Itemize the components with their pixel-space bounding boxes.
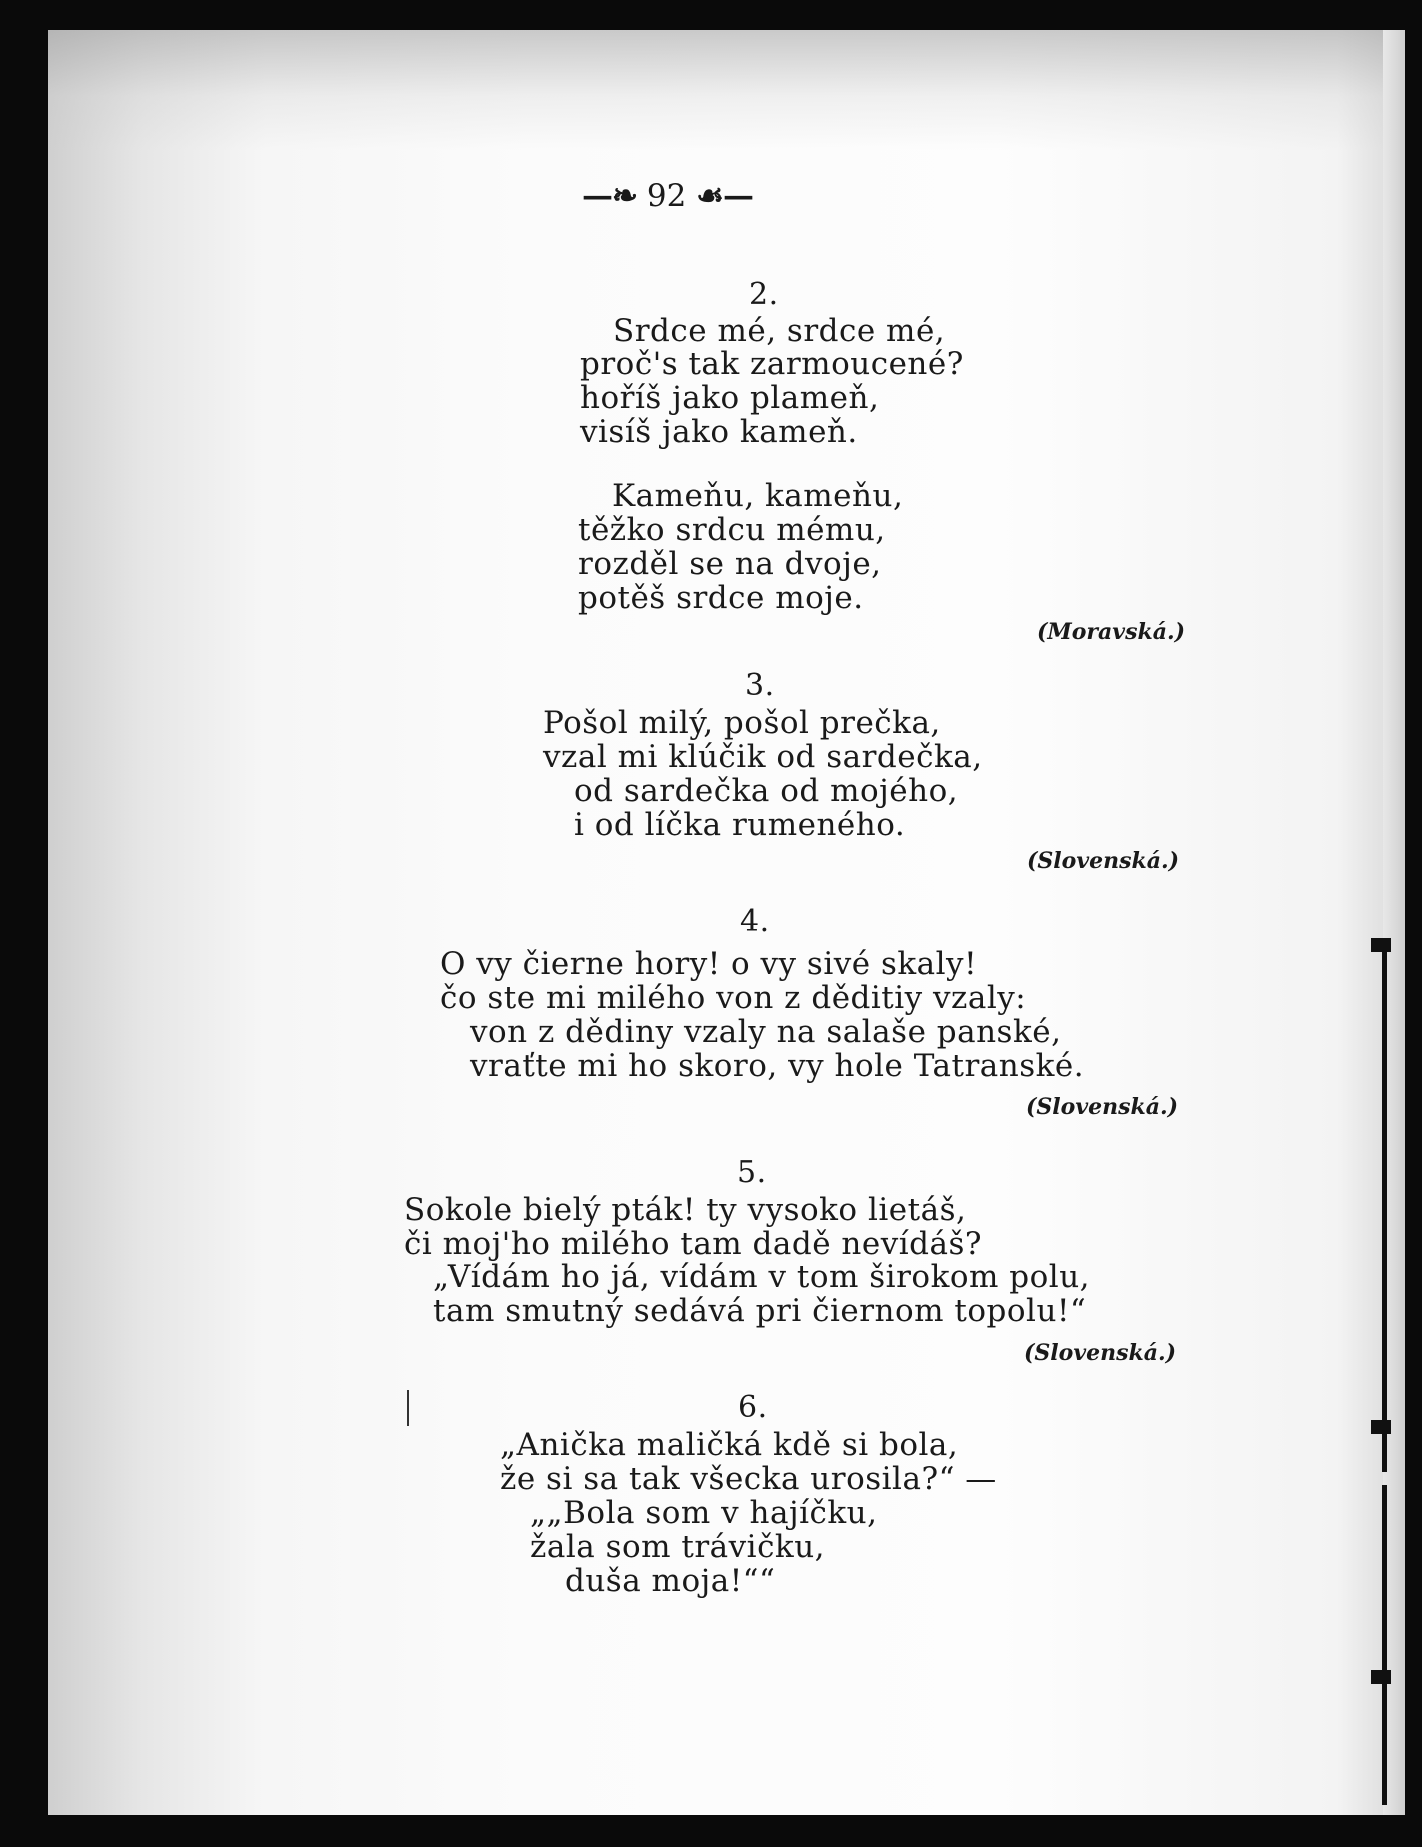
verse-line: vzal mi klúčik od sardečka, — [543, 739, 983, 775]
verse-line: von z dědiny vzaly na salaše panské, — [470, 1014, 1062, 1050]
edge-notch — [1371, 1420, 1391, 1434]
edge-notch — [1371, 1670, 1391, 1684]
song-source: (Moravská.) — [1037, 619, 1186, 645]
verse-line: proč's tak zarmoucené? — [580, 346, 964, 382]
page-header — [582, 178, 753, 214]
edge-bar-lower — [1382, 1485, 1387, 1805]
song-number: 6. — [738, 1390, 768, 1425]
page-number: 92 — [646, 178, 687, 214]
song-number: 5. — [737, 1155, 767, 1190]
verse-line: Sokole bielý pták! ty vysoko lietáš, — [404, 1192, 967, 1228]
song-source: (Slovenská.) — [1024, 1340, 1177, 1366]
margin-rule — [407, 1390, 409, 1426]
verse-line: potěš srdce moje. — [578, 580, 864, 616]
verse-line: O vy čierne hory! o vy sivé skaly! — [440, 946, 978, 982]
song-source: (Slovenská.) — [1027, 848, 1180, 874]
verse-line: hoříš jako plameň, — [580, 380, 880, 416]
verse-line: čo ste mi milého von z děditiy vzaly: — [440, 980, 1027, 1016]
edge-bar-upper — [1382, 942, 1387, 1472]
verse-line: duša moja!““ — [565, 1563, 776, 1599]
verse-line: visíš jako kameň. — [580, 414, 858, 450]
verse-line: Pošol milý, pošol prečka, — [543, 705, 941, 741]
verse-line: od sardečka od mojého, — [574, 773, 959, 809]
song-number: 4. — [740, 904, 770, 939]
verse-line: či moj'ho milého tam dadě nevídáš? — [404, 1226, 983, 1262]
song-source: (Slovenská.) — [1026, 1094, 1179, 1120]
verse-line: žala som trávičku, — [530, 1529, 826, 1565]
verse-line: tam smutný sedává pri čiernom topolu!“ — [433, 1293, 1087, 1329]
song-number: 3. — [745, 668, 775, 703]
right-ornament-icon: ☙— — [696, 178, 753, 214]
page-shadow — [48, 30, 1405, 150]
song-number: 2. — [749, 277, 779, 312]
verse-line: těžko srdcu mému, — [578, 512, 886, 548]
verse-line: i od líčka rumeného. — [574, 807, 906, 843]
verse-line: „„Bola som v hajíčku, — [530, 1495, 878, 1531]
verse-line: „Vídám ho já, vídám v tom širokom polu, — [433, 1259, 1091, 1295]
verse-line: „Anička maličká kdě si bola, — [500, 1427, 959, 1463]
verse-line: že si sa tak všecka urosila?“ — — [500, 1461, 997, 1497]
left-ornament-icon: —❧ — [582, 178, 637, 214]
edge-notch — [1371, 938, 1391, 952]
verse-line: vraťte mi ho skoro, vy hole Tatranské. — [470, 1048, 1085, 1084]
verse-line: Kameňu, kameňu, — [612, 478, 904, 514]
verse-line: Srdce mé, srdce mé, — [613, 313, 946, 349]
verse-line: rozděl se na dvoje, — [578, 546, 882, 582]
